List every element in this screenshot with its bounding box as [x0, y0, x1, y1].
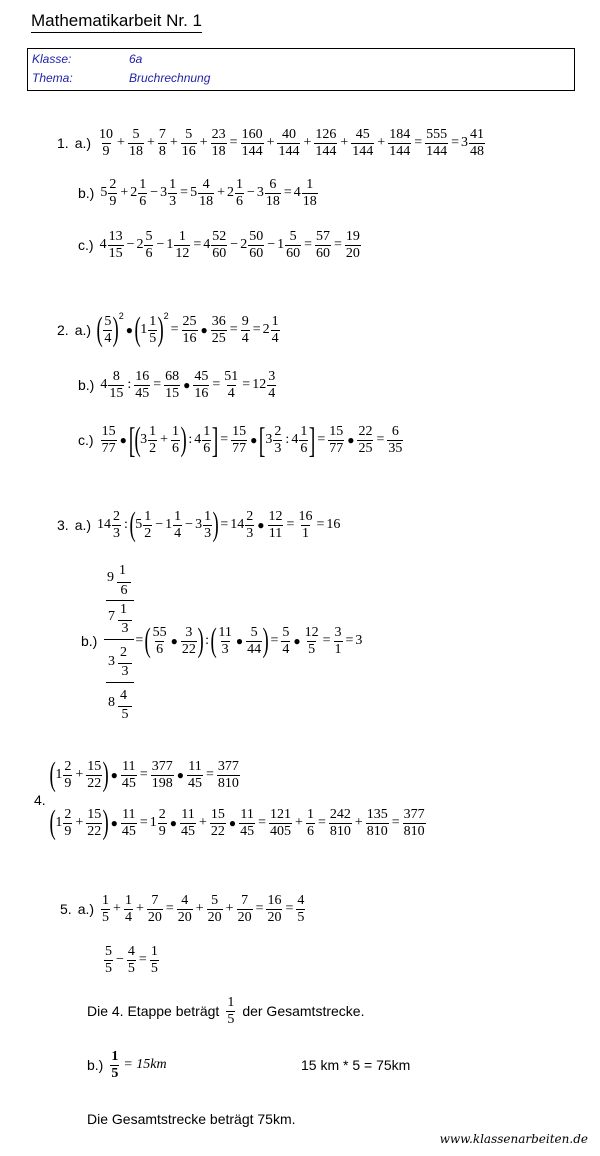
sentence-pre: Die 4. Etappe beträgt — [87, 1003, 220, 1019]
part-a-label: a.) — [74, 322, 92, 338]
task-1b: b.) 5 $\frac{2}{9}$ + 2 $\frac{1}{6}$ − 3 $\frac{1}{3}$ = 5 $\frac{4}{18}$ + 2 $\frac{1}{6}$ − 3 $\frac{6}{18}$ = 4 $\frac{1}{18}$ — [78, 176, 317, 209]
part-b-label: b.) — [87, 1057, 104, 1073]
thema-value: Bruchrechnung — [129, 71, 211, 85]
klasse-value: 6a — [129, 52, 143, 66]
task-5a: 5. a.) $\frac{1}{5}$ + $\frac{1}{4}$ + $\frac{7}{20}$ = $\frac{4}{20}$ + $\frac{5}{20}$ + $\frac{7}{20}$ = $\frac{16}{20}$ = $\frac{4}{5}$ — [60, 892, 305, 925]
task-2a: 2. a.) ( $\frac{5}{4}$ ) 2 ● ( 1 $\frac{1}{5}$ ) 2 = $\frac{25}{16}$ ● $\frac{36}{25}$ = $\frac{9}{4}$ = 2 $\frac{1}{4}$ — [57, 311, 279, 348]
watermark: www.klassenarbeiten.de — [439, 1132, 588, 1146]
klasse-label: Klasse: — [32, 52, 72, 66]
task-1a: 1. a.) $\frac{10}{9}$ + $\frac{5}{18}$ + $\frac{7}{8}$ + $\frac{5}{16}$ + $\frac{23}{18}$ = $\frac{160}{144}$ + $\frac{40}{144}$ + $\frac{126}{144}$ + $\frac{45}{144}$ + $\frac{184}{144}$ = $\frac{555}{144}$ = 3 $\frac{41}{48}$ — [57, 126, 484, 159]
task-number-2: 2. — [57, 322, 69, 338]
task-number-4: 4. — [34, 792, 46, 808]
calc-text: 15 km * 5 = 75km — [301, 1057, 411, 1073]
task-3b: b.) = ( $\frac{55}{6}$ ● $\frac{3}{22}$ ) : ( $\frac{11}{3}$ ● $\frac{5}{44}$ ) = $\frac{5}{4}$ ● $\frac{12}{5}$ = $\frac{3}{1}$ = 3 — [81, 622, 363, 659]
info-box — [27, 48, 575, 91]
b-result: = 15km — [123, 1057, 167, 1072]
task-2b: b.) 4 $\frac{8}{15}$ : $\frac{16}{45}$ = $\frac{68}{15}$ ● $\frac{45}{16}$ = $\frac{51}{4}$ = 12 $\frac{3}{4}$ — [78, 368, 276, 401]
task-4-line1: ( 1 $\frac{2}{9}$ + $\frac{15}{22}$ ) ● $\frac{11}{45}$ = $\frac{377}{198}$ ● $\frac{11}{45}$ = $\frac{377}{810}$ — [49, 756, 239, 793]
task-5b: b.) $\frac{1}{5}$ = 15km — [87, 1048, 167, 1081]
page-title: Mathematikarbeit Nr. 1 — [31, 11, 202, 33]
part-a-label: a.) — [74, 517, 92, 533]
task-number-5: 5. — [60, 901, 72, 917]
sentence-post: der Gesamtstrecke. — [242, 1003, 365, 1019]
task-2c: c.) $\frac{15}{77}$ ● [ ( 3 $\frac{1}{2}$ + $\frac{1}{6}$ ) : 4 $\frac{1}{6}$ ] = $\frac{15}{77}$ ● [ 3 $\frac{2}{3}$ : 4 $\frac{1}{6}$ ] = $\frac{15}{77}$ ● $\frac{22}{25}$ = $\frac{6}{35}$ — [78, 420, 403, 460]
part-b-label: b.) — [78, 185, 95, 201]
part-c-label: c.) — [78, 237, 94, 253]
task-number-1: 1. — [57, 135, 69, 151]
task-1c: c.) 4 $\frac{13}{15}$ − 2 $\frac{5}{6}$ − 1 $\frac{1}{12}$ = 4 $\frac{52}{60}$ − 2 $\frac{50}{60}$ − 1 $\frac{5}{60}$ = $\frac{57}{60}$ = $\frac{19}{20}$ — [78, 228, 360, 261]
part-a-label: a.) — [77, 901, 95, 917]
task-3a: 3. a.) 14 $\frac{2}{3}$ : ( 5 $\frac{1}{2}$ − 1 $\frac{1}{4}$ − 3 $\frac{1}{3}$ ) = 14 $\frac{2}{3}$ ● $\frac{12}{11}$ = $\frac{16}{1}$ = 16 — [57, 506, 341, 543]
thema-label: Thema: — [32, 71, 73, 85]
task-number-3: 3. — [57, 517, 69, 533]
task-4-line2: ( 1 $\frac{2}{9}$ + $\frac{15}{22}$ ) ● $\frac{11}{45}$ = 1 $\frac{2}{9}$ ● $\frac{11}{45}$ + $\frac{15}{22}$ ● $\frac{11}{45}$ = $\frac{121}{405}$ + $\frac{1}{6}$ = $\frac{242}{810}$ + $\frac{135}{810}$ = $\frac{377}{810}$ — [49, 804, 425, 841]
task-5a-line2: $\frac{5}{5}$ − $\frac{4}{5}$ = $\frac{1}{5}$ — [105, 943, 158, 976]
task-5-sentence: Die 4. Etappe beträgt $\frac{1}{5}$ der Gesamtstrecke. — [87, 994, 365, 1027]
part-b-label: b.) — [78, 377, 95, 393]
part-c-label: c.) — [78, 432, 94, 448]
part-b-label: b.) — [81, 633, 98, 649]
part-a-label: a.) — [74, 135, 92, 151]
conclusion-text: Die Gesamtstrecke beträgt 75km. — [87, 1111, 296, 1127]
